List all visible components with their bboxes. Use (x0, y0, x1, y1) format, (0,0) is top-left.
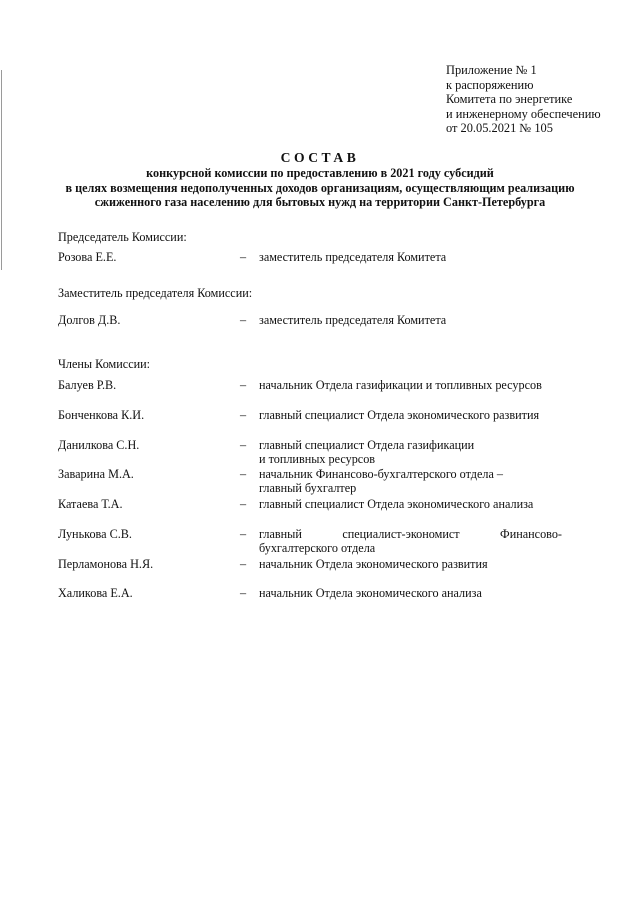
member-role (259, 557, 562, 571)
deputy-role (259, 313, 562, 327)
member-dash: – (240, 497, 247, 511)
role-line: заместитель председателя Комитета (259, 250, 447, 264)
document-subtitle (40, 166, 600, 210)
deputy-name: Долгов Д.В. (58, 313, 121, 327)
appendix-line: Приложение № 1 (446, 63, 537, 77)
member-role (259, 497, 562, 511)
deputy-heading: Заместитель председателя Комиссии: (58, 286, 253, 300)
member-name: Заварина М.А. (58, 467, 134, 481)
subtitle-line: конкурсной комиссии по предоставлению в 2021 году субсидий (146, 166, 494, 180)
role-line: главный бухгалтер (259, 481, 357, 495)
appendix-line: от 20.05.2021 № 105 (446, 121, 553, 136)
member-role (259, 378, 562, 392)
deputy-dash: – (240, 313, 247, 327)
role-line: заместитель председателя Комитета (259, 313, 447, 327)
member-dash: – (240, 438, 247, 452)
member-dash: – (240, 378, 247, 392)
member-dash: – (240, 557, 247, 571)
role-line: главный специалист Отдела экономического анализа (259, 497, 534, 511)
member-role (259, 467, 562, 495)
role-line: начальник Отдела экономического анализа (259, 586, 482, 600)
member-role (259, 527, 562, 555)
member-name: Данилкова С.Н. (58, 438, 140, 452)
chairman-name: Розова Е.Е. (58, 250, 117, 264)
role-line: бухгалтерского отдела (259, 541, 376, 555)
member-name: Бонченкова К.И. (58, 408, 145, 422)
member-dash: – (240, 408, 247, 422)
scan-margin-line (1, 70, 2, 270)
member-dash: – (240, 527, 247, 541)
chairman-role (259, 250, 562, 264)
role-line: главный специалист Отдела газификации (259, 438, 475, 452)
member-name: Перламонова Н.Я. (58, 557, 154, 571)
appendix-line: к распоряжению (446, 77, 534, 92)
members-heading: Члены Комиссии: (58, 357, 151, 371)
subtitle-line: сжиженного газа населению для бытовых нужд на территории Санкт-Петербурга (94, 195, 546, 209)
member-name: Катаева Т.А. (58, 497, 123, 511)
role-line: главный специалист Отдела экономического развития (259, 408, 540, 422)
appendix-line: Комитета по энергетике (446, 92, 573, 107)
member-dash: – (240, 586, 247, 600)
member-name: Лунькова С.В. (58, 527, 132, 541)
role-line: начальник Отдела экономического развития (259, 557, 488, 571)
appendix-line: и инженерному обеспечению (446, 106, 601, 121)
role-line: начальник Финансово-бухгалтерского отдела – (259, 467, 504, 481)
member-name: Халикова Е.А. (58, 586, 133, 600)
appendix-block (446, 63, 636, 136)
member-role (259, 586, 562, 600)
role-line: и топливных ресурсов (259, 452, 376, 466)
role-line: главный специалист-экономист Финансово- (259, 527, 562, 541)
chairman-dash: – (240, 250, 247, 264)
subtitle-line: в целях возмещения недополученных доходов организациям, осуществляющим реализацию (65, 180, 575, 195)
member-role (259, 408, 562, 422)
document-title: СОСТАВ (280, 150, 360, 165)
role-line: начальник Отдела газификации и топливных ресурсов (259, 378, 542, 392)
chairman-heading: Председатель Комиссии: (58, 230, 187, 244)
member-dash: – (240, 467, 247, 481)
member-name: Балуев Р.В. (58, 378, 117, 392)
member-role (259, 438, 562, 466)
